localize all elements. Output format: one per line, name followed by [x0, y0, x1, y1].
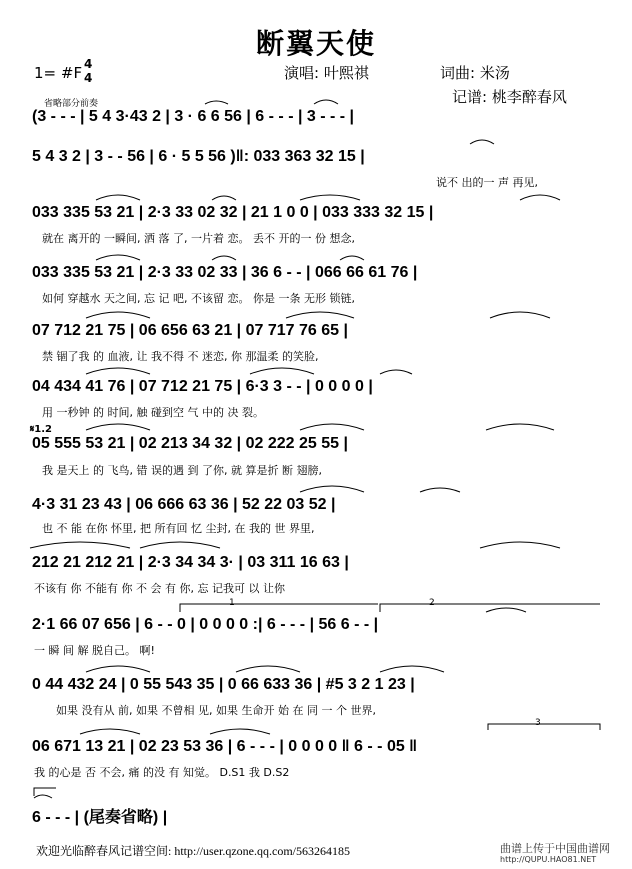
slur [480, 542, 560, 548]
lyric-row: 一 瞬 间 解 脱自己。 啊! [34, 644, 155, 657]
score-row: 033 335 53 21 | 2·3 33 02 32 | 21 1 0 0 | 033 333 32 15 | [32, 204, 434, 221]
score-row: 6 - - - | (尾奏省略) | [32, 809, 168, 826]
lyric-row: 我 是天上 的 飞鸟, 错 误的遇 到 了你, 就 算是折 断 翅膀, [42, 464, 322, 477]
slur [340, 256, 364, 260]
slur [486, 424, 554, 430]
lyric-row: 禁 锢了我 的 血液, 让 我不得 不 迷恋, 你 那温柔 的笑脸, [42, 350, 319, 363]
slur [314, 100, 338, 104]
slur [212, 196, 236, 200]
slur [86, 368, 150, 374]
slur [470, 140, 494, 144]
lyric-row: 如何 穿越水 天之间, 忘 记 吧, 不该留 恋。 你是 一条 无形 锁链, [42, 292, 355, 305]
slur [30, 542, 130, 548]
intro-note: 省略部分前奏 [44, 99, 99, 109]
volta-bracket-2 [380, 604, 600, 612]
slur [486, 608, 526, 612]
slur [212, 256, 236, 260]
score-row: 5 4 3 2 | 3 - - 56 | 6 · 5 5 56 )‖: 033 363 32 15 | [32, 148, 365, 165]
slur [300, 195, 360, 200]
slur [80, 729, 140, 734]
slur [140, 542, 220, 548]
lyric-row: 如果 没有从 前, 如果 不曾相 见, 如果 生命开 始 在 同 一 个 世界, [56, 704, 376, 717]
slur [380, 666, 444, 672]
transcriber-credit: 记谱: 桃李醉春风 [452, 88, 567, 106]
volta-bracket-end [34, 788, 56, 796]
score-row: 2·1 66 07 656 | 6 - - 0 | 0 0 0 0 :| 6 - - - | 56 6 - - | [32, 616, 379, 633]
singer-credit: 演唱: 叶熙祺 [284, 64, 369, 82]
site-credit: 曲谱上传于中国曲谱网 [500, 842, 610, 855]
score-row: 212 21 212 21 | 2·3 34 34 3· | 03 311 16 63 | [32, 554, 349, 571]
score-row: 05 555 53 21 | 02 213 34 32 | 02 222 25 55 | [32, 435, 348, 452]
lyric-row: 就在 离开的 一瞬间, 洒 落 了, 一片着 恋。 丢不 开的一 份 想念, [42, 232, 355, 245]
lyric-row: 不该有 你 不能有 你 不 会 有 你, 忘 记我可 以 让你 [34, 582, 285, 595]
score-row: 033 335 53 21 | 2·3 33 02 33 | 36 6 - - | 066 66 61 76 | [32, 264, 418, 281]
lyric-row: 说不 出的一 声 再见, [436, 176, 538, 189]
volta-2-label: 2 [429, 598, 435, 608]
segno-marker: 𝄋1.2 [30, 424, 53, 435]
footer-note: 欢迎光临醉春风记谱空间: http://user.qzone.qq.com/563264185 [36, 844, 350, 858]
score-row: (3 - - - | 5 4 3·43 2 | 3 · 6 6 56 | 6 - - - | 3 - - - | [32, 108, 355, 125]
slur [205, 101, 228, 104]
slur [250, 368, 314, 374]
lyric-row: 我 的心是 否 不会, 痛 的没 有 知觉。 D.S1 我 D.S2 [34, 766, 290, 779]
site-url: http://QUPU.HAO81.NET [500, 855, 597, 864]
slur [86, 424, 150, 430]
slur [210, 729, 270, 734]
slur [286, 312, 354, 318]
volta-bracket-1 [180, 604, 378, 612]
score-row: 0 44 432 24 | 0 55 543 35 | 0 66 633 36 | #5 3 2 1 23 | [32, 676, 415, 693]
score-row: 4·3 31 23 43 | 06 666 63 36 | 52 22 03 52 | [32, 496, 336, 513]
score-row: 06 671 13 21 | 02 23 53 36 | 6 - - - | 0 0 0 0 ‖ 6 - - 05 ‖ [32, 738, 418, 755]
slur [86, 666, 150, 672]
page-title: 断翼天使 [255, 27, 376, 60]
time-signature-numerator: 4 [84, 57, 93, 71]
volta-1-label: 1 [229, 598, 235, 608]
key-signature: 1= #F [34, 64, 83, 82]
slur [96, 195, 140, 200]
slur [300, 424, 364, 430]
slur [34, 795, 52, 798]
composer-credit: 词曲: 米汤 [440, 64, 510, 82]
slur [96, 255, 140, 260]
time-signature-denominator: 4 [84, 71, 93, 85]
slur [380, 370, 412, 374]
slur [236, 666, 300, 672]
slur [420, 488, 460, 492]
slur [490, 312, 550, 318]
triplet-bracket [488, 724, 600, 730]
triplet-marker: 3 [535, 718, 541, 728]
score-row: 07 712 21 75 | 06 656 63 21 | 07 717 76 65 | [32, 322, 348, 339]
score-row: 04 434 41 76 | 07 712 21 75 | 6·3 3 - - | 0 0 0 0 | [32, 378, 373, 395]
lyric-row: 用 一秒钟 的 时间, 触 碰到空 气 中的 决 裂。 [42, 406, 264, 419]
slur [300, 486, 364, 492]
lyric-row: 也 不 能 在你 怀里, 把 所有回 忆 尘封, 在 我的 世 界里, [42, 522, 315, 535]
slur [520, 195, 560, 200]
slur [86, 312, 150, 318]
